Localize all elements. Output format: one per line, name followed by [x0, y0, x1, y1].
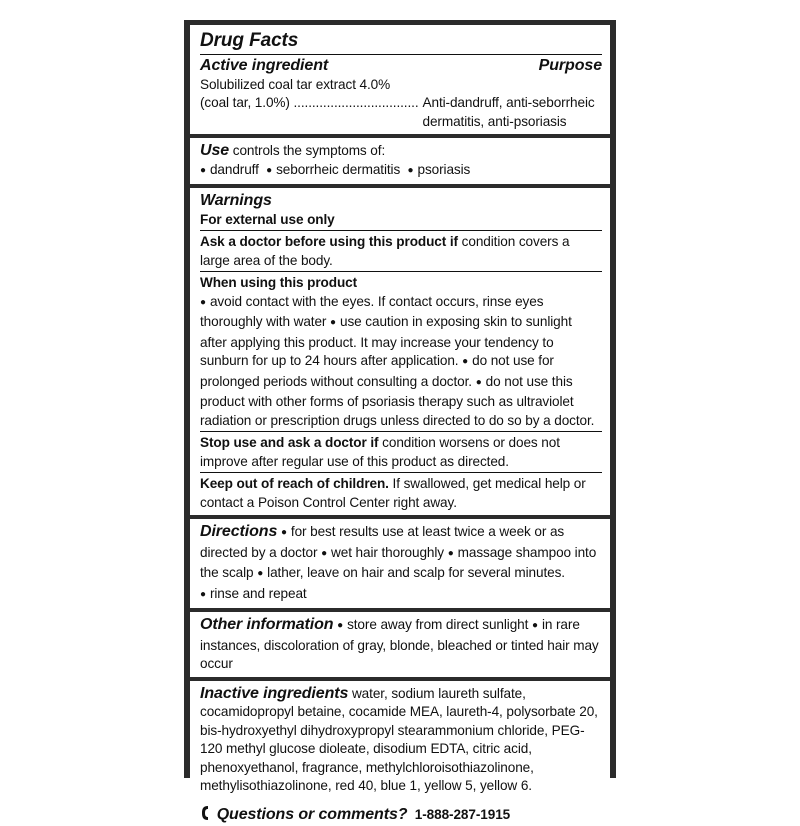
divider [200, 271, 602, 272]
ask-doctor-body: condition covers a large area of the body. [200, 234, 569, 268]
use-item: ● psoriasis [408, 162, 471, 177]
keep-out-text [200, 475, 602, 512]
inactive-ingredients-text: water, sodium laureth sulfate, cocamidopropyl betaine, cocamide MEA, laureth-4, polysorbate 20, bis-hydroxyethyl dihydroxypropyl stearammonium chloride, PEG-120 methyl glucose dioleate, disodium EDTA, citric acid, phenoxyethanol, fragrance, methylchloroisothiazolinone, methylisothiazolinone, red 40, blue 1, yellow 5, yellow 6. [200, 686, 598, 794]
inactive-ingredients-heading: Inactive ingredients [200, 685, 348, 702]
purpose-heading: Purpose [539, 57, 602, 76]
directions-item: ● for best results use at least twice a week or as directed by a doctor [200, 524, 564, 560]
ask-doctor-bold: Ask a doctor before using this product if [200, 234, 458, 249]
active-ingredient-row [200, 94, 602, 131]
other-info-item: ● store away from direct sunlight [337, 617, 528, 632]
divider [200, 54, 602, 55]
use-heading: Use [200, 142, 229, 159]
drug-facts-label [184, 20, 616, 778]
when-using-item: ● do not use this product with other forms of psoriasis therapy such as ultraviolet radiation or prescription drugs unless directed to do so by a doctor. [200, 374, 594, 428]
external-use-text: For external use only [200, 211, 602, 230]
directions-item: ● rinse and repeat [200, 586, 307, 601]
use-line [200, 142, 602, 161]
drug-facts-title: Drug Facts [200, 29, 602, 53]
inactive-ingredients-panel [190, 681, 610, 799]
use-panel [190, 138, 610, 184]
divider [200, 230, 602, 231]
ask-doctor-text [200, 233, 602, 270]
when-using-text [200, 293, 602, 431]
active-ingredient-heading: Active ingredient [200, 57, 328, 76]
questions-label: Questions or comments? [217, 806, 408, 823]
when-using-item: ● avoid contact with the eyes. If contact occurs, rinse eyes thoroughly with water [200, 294, 543, 330]
active-ingredient-line1: Solubilized coal tar extract 4.0% [200, 76, 602, 95]
when-using-item: ● do not use for prolonged periods without consulting a doctor. [200, 353, 554, 389]
when-using-item: ● use caution in exposing skin to sunlight after applying this product. It may increase your tendency to sunburn for up to 24 hours after application. [200, 314, 572, 368]
use-list [200, 161, 602, 182]
directions-item: ● wet hair thoroughly [321, 545, 444, 560]
divider [200, 431, 602, 432]
use-item: ● dandruff [200, 162, 259, 177]
stop-use-text [200, 434, 602, 471]
stop-use-body: condition worsens or does not improve after regular use of this product as directed. [200, 435, 560, 469]
keep-out-bold: Keep out of reach of children. [200, 476, 389, 491]
phone-number[interactable]: 1-888-287-1915 [415, 807, 510, 822]
purpose-line1: Anti-dandruff, anti-seborrheic [423, 95, 595, 110]
active-ingredient-line2: (coal tar, 1.0%) .................................. [200, 94, 419, 131]
use-item: ● seborrheic dermatitis [266, 162, 400, 177]
directions-heading: Directions [200, 523, 277, 540]
warnings-panel [190, 188, 610, 515]
other-info-item: ● in rare instances, discoloration of gray, blonde, bleached or tinted hair may occur [200, 617, 599, 671]
phone-icon [200, 805, 210, 821]
directions-item: ● massage shampoo into the scalp [200, 545, 596, 581]
other-info-heading: Other information [200, 616, 333, 633]
when-using-heading: When using this product [200, 274, 602, 293]
directions-panel [190, 519, 610, 608]
divider [200, 472, 602, 473]
use-text: controls the symptoms of: [233, 143, 385, 158]
warnings-heading: Warnings [200, 192, 602, 211]
keep-out-body: If swallowed, get medical help or contact a Poison Control Center right away. [200, 476, 586, 510]
active-heading-row [200, 57, 602, 76]
stop-use-bold: Stop use and ask a doctor if [200, 435, 379, 450]
active-ingredient-panel [190, 25, 610, 134]
purpose-text [423, 94, 595, 131]
other-info-panel [190, 612, 610, 677]
purpose-line2: dermatitis, anti-psoriasis [423, 114, 567, 129]
questions-panel [190, 803, 610, 826]
directions-item: ● lather, leave on hair and scalp for several minutes. [257, 565, 565, 580]
